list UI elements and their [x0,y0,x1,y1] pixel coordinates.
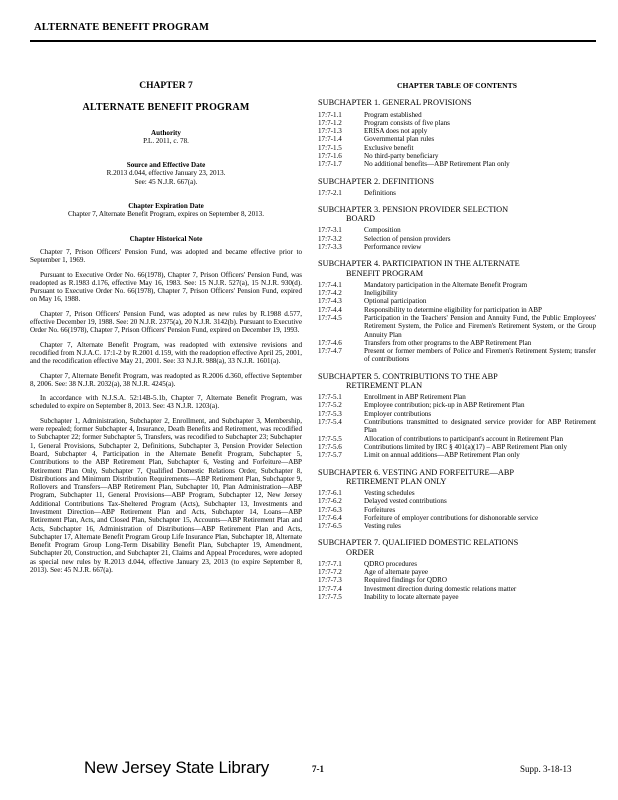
section-entry [318,576,596,584]
section-title: Forfeiture of employer contributions for dishonorable service [364,513,539,522]
expiration-heading: Chapter Expiration Date [128,202,204,211]
section-title: Vesting rules [364,522,401,531]
section-entry [318,339,596,347]
section-number: 17:7-7.1 [318,559,342,568]
page-number: 7-1 [312,764,324,774]
history-paragraph: Chapter 7, Prison Officers' Pension Fund, was adopted and became effective prior to September 1, 1969. [30,247,302,265]
section-number: 17:7-7.4 [318,584,342,593]
section-entry [318,418,596,435]
section-entry [318,235,596,243]
section-entry [318,560,596,568]
section-entry [318,226,596,234]
section-number: 17:7-6.2 [318,497,342,506]
section-title: Vesting schedules [364,488,415,497]
left-column [30,82,302,574]
section-title: Responsibility to determine eligibility for participation in ABP [364,305,542,314]
supplement-date: Supp. 3-18-13 [520,764,572,774]
section-number: 17:7-1.1 [318,110,342,119]
section-number: 17:7-6.1 [318,488,342,497]
section-list [318,189,596,197]
section-title: Exclusive benefit [364,143,414,152]
section-number: 17:7-4.2 [318,289,342,298]
subchapter-heading [318,205,596,223]
section-number: 17:7-1.5 [318,143,342,152]
section-number: 17:7-5.6 [318,442,342,451]
section-number: 17:7-4.5 [318,313,342,322]
section-title: Ineligibility [364,289,398,298]
section-entry [318,189,596,197]
section-number: 17:7-6.4 [318,513,342,522]
section-list [318,560,596,601]
section-entry [318,289,596,297]
section-title: Contributions limited by IRC § 401(a)(17) – ABP Retirement Plan only [364,442,568,451]
subchapter-heading-line: SUBCHAPTER 1. GENERAL PROVISIONS [318,98,472,108]
section-title: Transfers from other programs to the ABP Retirement Plan [364,338,532,347]
section-title: QDRO procedures [364,559,417,568]
section-title: Optional participation [364,297,427,306]
section-title: Age of alternate payee [364,568,429,577]
section-title: Composition [364,226,401,235]
section-entry [318,514,596,522]
section-entry [318,443,596,451]
section-title: Present or former members of Police and Firemen's Retirement System; transfer of contributions [364,347,596,364]
history-paragraph: Pursuant to Executive Order No. 66(1978), Chapter 7, Prison Officers' Pension Fund, was readopted as R.1983 d.176, effective May 16, 1983. See: 15 N.J.R. 527(a), 15 N.J.R. 930(d). Pursuant to Executive Order No. 66(1978), Chapter 7, Prison Officers' Pension Fund, expired on May 16, 1988. [30,270,302,304]
section-number: 17:7-7.5 [318,593,342,602]
section-number: 17:7-5.1 [318,393,342,402]
section-title: Participation in the Teachers' Pension and Annuity Fund, the Public Employees' Retirement System, the Police and Firemen's Retirement System, or the Group Annuity Plan [364,313,596,339]
section-title: Performance review [364,243,422,252]
table-of-contents [318,98,596,601]
section-number: 17:7-6.3 [318,505,342,514]
subchapter-heading [318,538,596,556]
section-title: Program consists of five plans [364,118,450,127]
section-list [318,281,596,364]
section-list [318,489,596,530]
section-number: 17:7-1.4 [318,135,342,144]
chapter-number: CHAPTER 7 [139,81,193,91]
section-number: 17:7-5.4 [318,418,342,427]
section-number: 17:7-1.6 [318,151,342,160]
section-entry [318,410,596,418]
section-number: 17:7-1.2 [318,118,342,127]
section-entry [318,489,596,497]
source-line-1: R.2013 d.044, effective January 23, 2013. [106,169,226,178]
section-number: 17:7-4.4 [318,305,342,314]
section-number: 17:7-3.3 [318,243,342,252]
section-entry [318,144,596,152]
subchapter-heading-continuation: BOARD [346,214,376,224]
section-number: 17:7-5.2 [318,401,342,410]
section-title: No additional benefits—ABP Retirement Plan only [364,160,510,169]
source-line-2: See: 45 N.J.R. 667(a). [134,177,198,186]
section-title: Governmental plan rules [364,135,435,144]
section-entry [318,281,596,289]
expiration-text: Chapter 7, Alternate Benefit Program, expires on September 8, 2013. [67,210,264,219]
subchapter-heading-line: SUBCHAPTER 6. VESTING AND FORFEITURE—ABP [318,467,515,477]
source-heading: Source and Effective Date [126,161,206,170]
history-heading: Chapter Historical Note [129,234,203,243]
section-number: 17:7-4.7 [318,347,342,356]
history-paragraph: Chapter 7, Alternate Benefit Program, was readopted with extensive revisions and recodified from N.J.A.C. 17:1-2 by R.2001 d.159, with the readoption effective April 25, 2001, and the recodification effective May 21, 2001. See: 33 N.J.R. 988(a), 33 N.J.R. 1601(a). [30,340,302,366]
section-entry [318,119,596,127]
library-logo: New Jersey State Library [84,758,270,777]
header-rule [30,40,596,42]
subchapter-heading-line: SUBCHAPTER 3. PENSION PROVIDER SELECTION [318,205,509,215]
subchapter-heading-continuation: RETIREMENT PLAN ONLY [346,476,447,486]
section-title: Forfeitures [364,505,396,514]
section-entry [318,127,596,135]
section-title: Employee contribution; pick-up in ABP Retirement Plan [364,401,525,410]
subchapter-heading [318,98,596,107]
section-number: 17:7-7.2 [318,568,342,577]
section-entry [318,585,596,593]
section-entry [318,243,596,251]
section-entry [318,401,596,409]
section-entry [318,451,596,459]
section-title: Selection of pension providers [364,234,451,243]
section-title: Employer contributions [364,409,432,418]
section-entry [318,522,596,530]
history-paragraph: In accordance with N.J.S.A. 52:14B-5.1b, Chapter 7, Alternate Benefit Program, was scheduled to expire on September 8, 2013. See: 43 N.J.R. 1203(a). [30,394,302,411]
section-title: Enrollment in ABP Retirement Plan [364,393,466,402]
history-paragraph: Subchapter 1, Administration, Subchapter 2, Enrollment, and Subchapter 3, Membership, were repealed; former Subchapter 4, Insurance, Death Benefits and Retirement, was recodified to Subchapter 22; former Subchapter 5, Transfers, was recodified to Subchapter 23; Subchapter 1, General Provisions, Subchapter 2, Definitions, Subchapter 3, Pension Provider Selection Board, Subchapter 4, Participation in the Alternate Benefit Program, Subchapter 5, Contributions to the ABP Retirement Plan, Subchapter 6, Vesting and Forfeiture—ABP Retirement Plan Only, Subchapter 7, Qualified Domestic Relations Order, Subchapter 8, Distributions and Minimum Distribution Requirements—ABP Retirement Plan, Subchapter 9, Rollovers and Transfers—ABP Retirement Plan, Subchapter 10, Plan Administration—ABP Program, Subchapter 11, General Provisions—ABP Program, Subchapter 12, New Jersey Additional Contributions Tax-Sheltered Program (Acts), Subchapter 13, Investments and Investment Direction—ABP Retirement Plan and Acts, Subchapter 14, Loans—ABP Retirement Plan, Acts, and Closed Plan, Subchapter 15, Accounts—ABP Retirement Plan and Acts, Subchapter 16, Administration of Distributions—ABP Retirement Plan and Acts, Subchapter 17, Alternate Benefit Program Group Life Insurance Plan, Subchapter 18, Alternate Benefit Program Group Long-Term Disability Benefit Plan, Subchapter 19, Amendment, Subchapter 20, Construction, and Subchapter 21, Claims and Appeal Procedures, were adopted as special new rules by R.2013 d.044, effective January 23, 2013 (to expire September 8, 2013). See: 45 N.J.R. 667(a). [30,416,302,575]
authority-text: P.L. 2011, c. 78. [143,136,189,145]
toc-title: CHAPTER TABLE OF CONTENTS [397,81,517,90]
subchapter-heading [318,468,596,486]
subchapter-heading-line: SUBCHAPTER 5. CONTRIBUTIONS TO THE ABP [318,371,498,381]
section-title: Delayed vested contributions [364,497,447,506]
section-number: 17:7-4.6 [318,338,342,347]
section-entry [318,160,596,168]
section-number: 17:7-6.5 [318,522,342,531]
section-entry [318,435,596,443]
section-number: 17:7-7.3 [318,576,342,585]
section-title: ERISA does not apply [364,127,428,136]
history-paragraph: Chapter 7, Alternate Benefit Program, was readopted as R.2006 d.360, effective September 8, 2006. See: 38 N.J.R. 2032(a), 38 N.J.R. 4245(a). [30,371,302,388]
section-entry [318,135,596,143]
section-entry [318,297,596,305]
section-entry [318,497,596,505]
running-head: ALTERNATE BENEFIT PROGRAM [34,22,210,33]
subchapter-heading-continuation: BENEFIT PROGRAM [346,268,424,278]
subchapter-heading-line: SUBCHAPTER 7. QUALIFIED DOMESTIC RELATIONS [318,538,519,548]
authority-heading: Authority [151,128,181,137]
subchapter-heading [318,259,596,277]
right-column [318,82,596,601]
subchapter-heading-line: SUBCHAPTER 2. DEFINITIONS [318,176,434,186]
section-title: Program established [364,110,422,119]
section-list [318,393,596,459]
section-title: Investment direction during domestic relations matter [364,584,517,593]
subchapter-heading [318,372,596,390]
history-paragraph: Chapter 7, Prison Officers' Pension Fund, was adopted as new rules by R.1988 d.577, effective December 19, 1988. See: 20 N.J.R. 2375(a), 20 N.J.R. 3142(b). Pursuant to Executive Order No. 66(1978), Chapter 7, Prison Officers' Pension Fund, expired on December 19, 1993. [30,309,302,335]
section-number: 17:7-5.3 [318,409,342,418]
section-title: No third-party beneficiary [364,151,439,160]
chapter-title: ALTERNATE BENEFIT PROGRAM [82,102,250,114]
section-title: Mandatory participation in the Alternate Benefit Program [364,280,528,289]
section-entry [318,306,596,314]
section-entry [318,314,596,339]
section-number: 17:7-4.1 [318,280,342,289]
section-entry [318,393,596,401]
section-number: 17:7-4.3 [318,297,342,306]
section-title: Definitions [364,188,396,197]
section-entry [318,568,596,576]
section-number: 17:7-1.3 [318,127,342,136]
section-number: 17:7-5.5 [318,434,342,443]
section-entry [318,593,596,601]
section-title: Allocation of contributions to participant's account in Retirement Plan [364,434,564,443]
subchapter-heading [318,177,596,186]
subchapter-heading-continuation: RETIREMENT PLAN [346,380,423,390]
section-entry [318,506,596,514]
section-title: Limit on annual additions—ABP Retirement Plan only [364,451,520,460]
section-entry [318,111,596,119]
section-number: 17:7-1.7 [318,160,342,169]
subchapter-heading-continuation: ORDER [346,547,375,557]
section-list [318,226,596,251]
section-number: 17:7-3.1 [318,226,342,235]
section-entry [318,347,596,364]
section-number: 17:7-2.1 [318,188,342,197]
section-entry [318,152,596,160]
section-number: 17:7-3.2 [318,234,342,243]
section-title: Required findings for QDRO [364,576,447,585]
section-list [318,111,596,169]
subchapter-heading-line: SUBCHAPTER 4. PARTICIPATION IN THE ALTERNATE [318,259,520,269]
section-number: 17:7-5.7 [318,451,342,460]
section-title: Inability to locate alternate payee [364,593,459,602]
section-title: Contributions transmitted to designated service provider for ABP Retirement Plan [364,418,596,435]
